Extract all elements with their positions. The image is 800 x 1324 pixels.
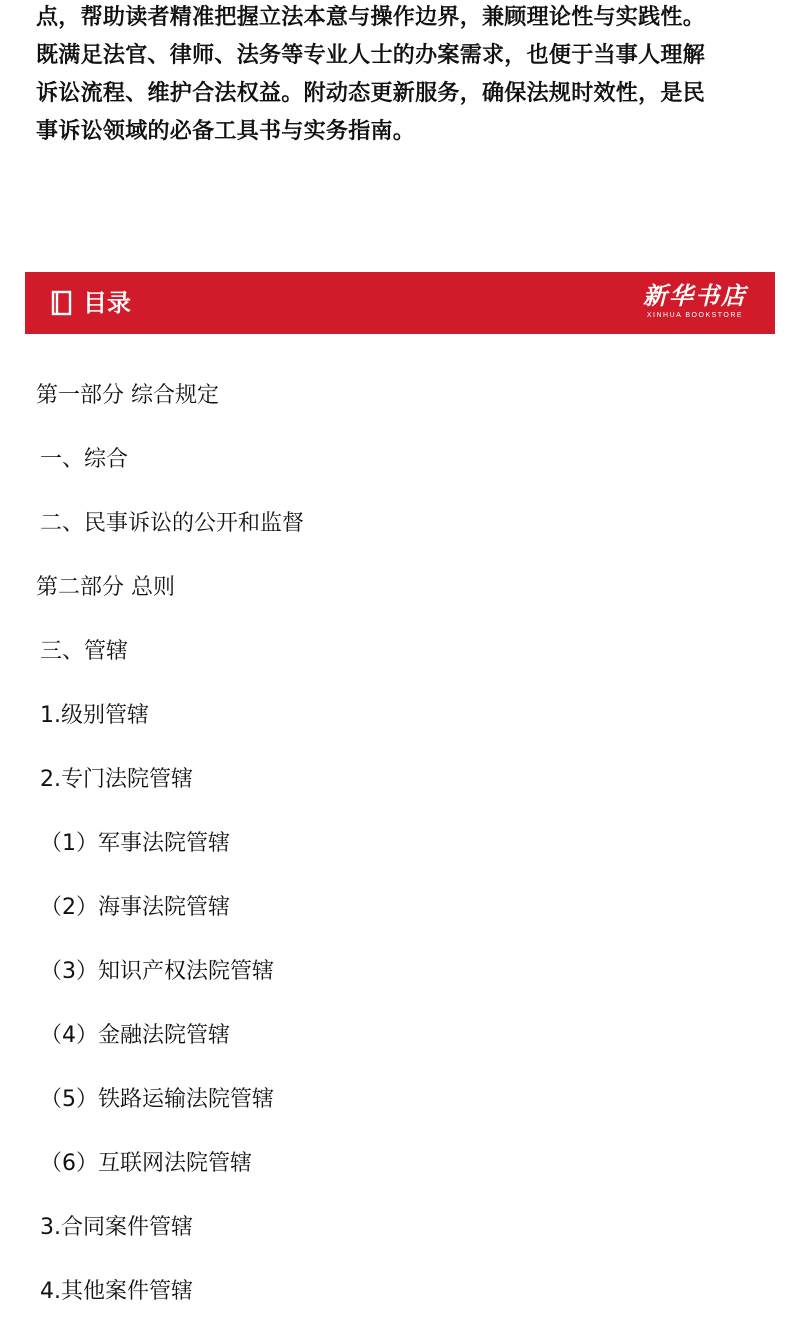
toc-item[interactable]: 一、综合 <box>40 447 129 472</box>
toc-item[interactable]: 二、民事诉讼的公开和监督 <box>40 511 305 536</box>
table-of-contents <box>0 364 800 1324</box>
toc-item[interactable]: 1.级别管辖 <box>40 703 149 728</box>
xinhua-bookstore-logo <box>639 282 751 326</box>
intro-line: 点，帮助读者精准把握立法本意与操作边界，兼顾理论性与实践性。 <box>36 5 706 30</box>
toc-title: 目录 <box>83 289 131 317</box>
intro-paragraph <box>36 0 766 154</box>
intro-line: 事诉讼领域的必备工具书与实务指南。 <box>36 119 416 144</box>
intro-line: 既满足法官、律师、法务等专业人士的办案需求，也便于当事人理解 <box>36 43 706 68</box>
brand-name-cn: 新华书店 <box>643 281 747 310</box>
toc-item[interactable]: 第一部分 综合规定 <box>36 383 219 408</box>
toc-item[interactable]: （4）金融法院管辖 <box>40 1023 230 1048</box>
toc-item[interactable]: 第二部分 总则 <box>36 575 175 600</box>
brand-name-en: XINHUA BOOKSTORE <box>646 312 744 319</box>
toc-item[interactable]: （1）军事法院管辖 <box>40 831 230 856</box>
toc-item[interactable]: 三、管辖 <box>40 639 129 664</box>
toc-item[interactable]: （6）互联网法院管辖 <box>40 1151 252 1176</box>
toc-item[interactable]: 3.合同案件管辖 <box>40 1215 193 1240</box>
toc-item[interactable]: 2.专门法院管辖 <box>40 767 193 792</box>
intro-line: 诉讼流程、维护合法权益。附动态更新服务，确保法规时效性，是民 <box>36 81 706 106</box>
toc-item[interactable]: （3）知识产权法院管辖 <box>40 959 274 984</box>
toc-item[interactable]: （2）海事法院管辖 <box>40 895 230 920</box>
book-icon <box>51 290 73 316</box>
toc-item[interactable]: （5）铁路运输法院管辖 <box>40 1087 274 1112</box>
toc-item[interactable]: 4.其他案件管辖 <box>40 1279 193 1304</box>
toc-header-banner <box>25 272 775 334</box>
